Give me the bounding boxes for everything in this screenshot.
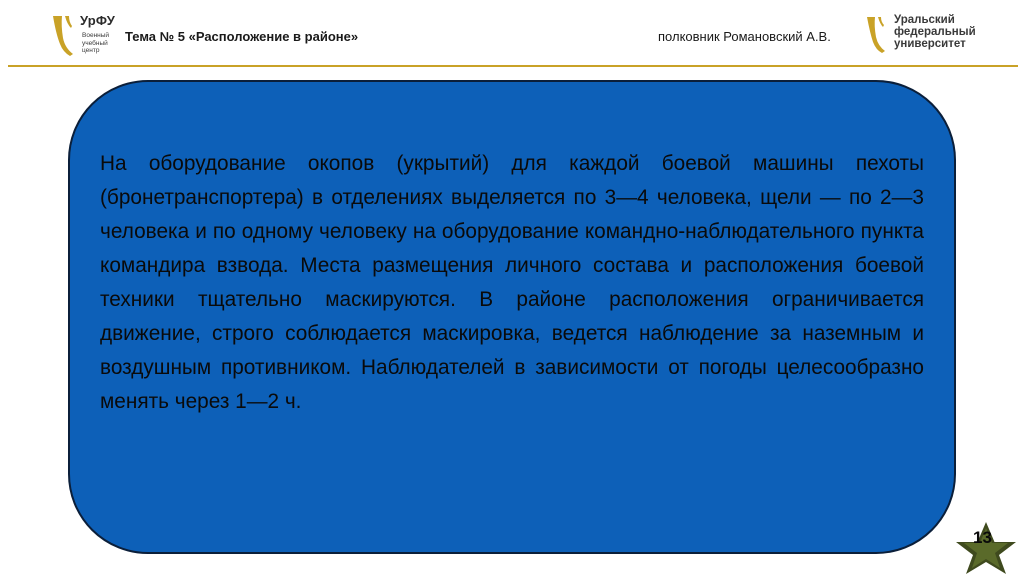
- urfu-emblem-icon: [50, 14, 76, 58]
- university-name: Уральский федеральный университет: [894, 14, 976, 50]
- header-divider: [8, 65, 1018, 67]
- topic-title: Тема № 5 «Расположение в районе»: [125, 29, 359, 44]
- author-name: полковник Романовский А.В.: [658, 29, 831, 44]
- slide-header: [0, 0, 1024, 66]
- body-text: На оборудование окопов (укрытий) для каждой боевой машины пехоты (бронетранспортера) в отделениях выделяется по 3—4 человека, щели — по 2—3 человека и по одному человеку на оборудование командно-наблюдательного пункта командира взвода. Места размещения личного состава и расположения боевой техники тщательно маскируются. В районе расположения ограничивается движение, строго соблюдается маскировка, ведется наблюдение за наземным и воздушным противником. Наблюдателей в зависимости от погоды целесообразно менять через 1—2 ч.: [100, 152, 924, 413]
- urfu-brand: УрФУ: [80, 13, 116, 28]
- content-panel: [68, 80, 956, 554]
- urfu-logo-right: [864, 14, 974, 58]
- urfu-logo-left: [50, 10, 116, 62]
- university-emblem-icon: [864, 15, 888, 55]
- page-number: 13: [973, 528, 992, 547]
- urfu-subtitle: Военный учебный центр: [82, 32, 110, 54]
